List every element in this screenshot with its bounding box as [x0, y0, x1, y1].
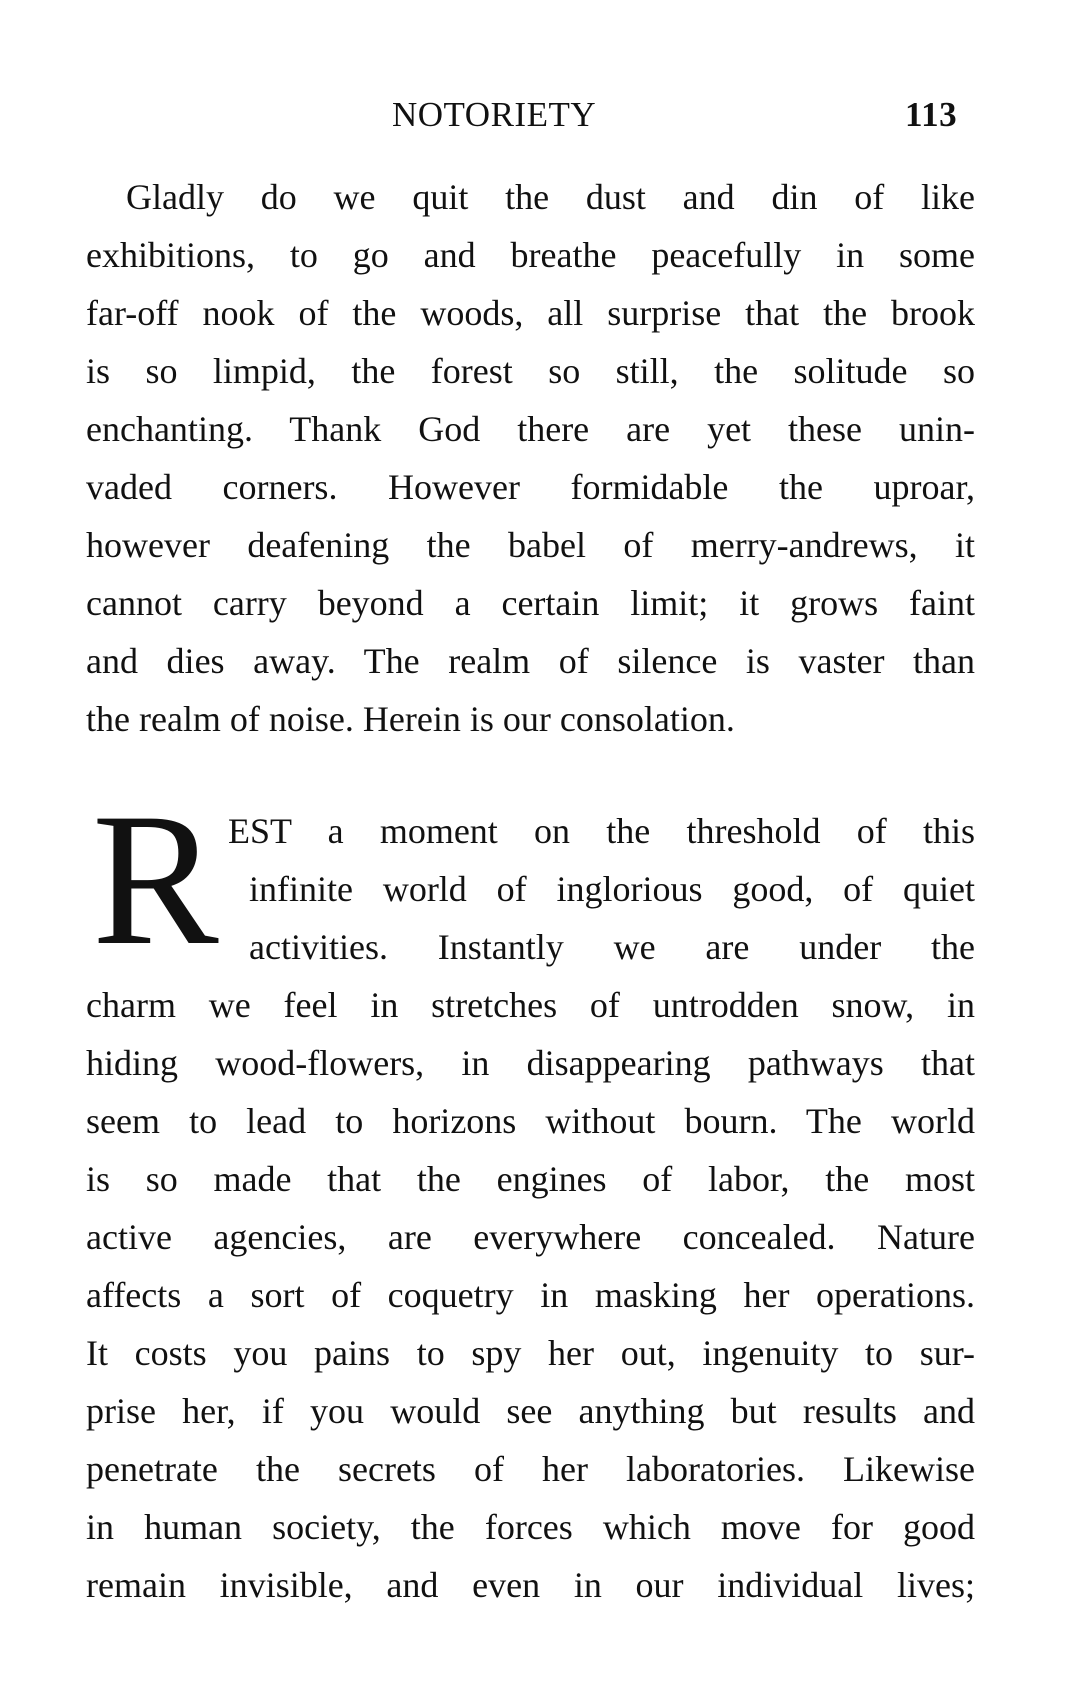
text-line: hiding wood-flowers, in disappearing pathways that — [86, 1043, 975, 1083]
text-line: the realm of noise. Herein is our consolation. — [86, 699, 735, 739]
text-line: exhibitions, to go and breathe peacefully in some — [86, 235, 975, 275]
text-line: prise her, if you would see anything but results and — [86, 1391, 975, 1431]
text-line: is so limpid, the forest so still, the solitude so — [86, 351, 975, 391]
text-line: is so made that the engines of labor, the most — [86, 1159, 975, 1199]
text-line: far-off nook of the woods, all surprise that the brook — [86, 293, 975, 333]
text-line: however deafening the babel of merry-andrews, it — [86, 525, 975, 565]
text-line: penetrate the secrets of her laboratories. Likewise — [86, 1449, 975, 1489]
text-line: remain invisible, and even in our individual lives; — [86, 1565, 975, 1605]
text-line: EST a moment on the threshold of this — [228, 811, 975, 851]
text-line: Gladly do we quit the dust and din of like — [126, 177, 975, 217]
text-line: charm we feel in stretches of untrodden snow, in — [86, 985, 975, 1025]
drop-cap: R — [92, 775, 219, 985]
running-head-title: NOTORIETY — [392, 95, 597, 134]
text-line: vaded corners. However formidable the uproar, — [86, 467, 975, 507]
text-line: and dies away. The realm of silence is vaster than — [86, 641, 975, 681]
text-line: seem to lead to horizons without bourn. The world — [86, 1101, 975, 1141]
text-line: It costs you pains to spy her out, ingenuity to sur- — [86, 1333, 975, 1373]
text-line: active agencies, are everywhere concealed. Nature — [86, 1217, 975, 1257]
text-line: activities. Instantly we are under the — [249, 927, 975, 967]
page-number: 113 — [905, 95, 958, 134]
text-line: affects a sort of coquetry in masking her operations. — [86, 1275, 975, 1315]
text-line: cannot carry beyond a certain limit; it grows faint — [86, 583, 975, 623]
text-line: enchanting. Thank God there are yet these unin- — [86, 409, 975, 449]
text-line: in human society, the forces which move for good — [86, 1507, 975, 1547]
text-line: infinite world of inglorious good, of quiet — [249, 869, 975, 909]
